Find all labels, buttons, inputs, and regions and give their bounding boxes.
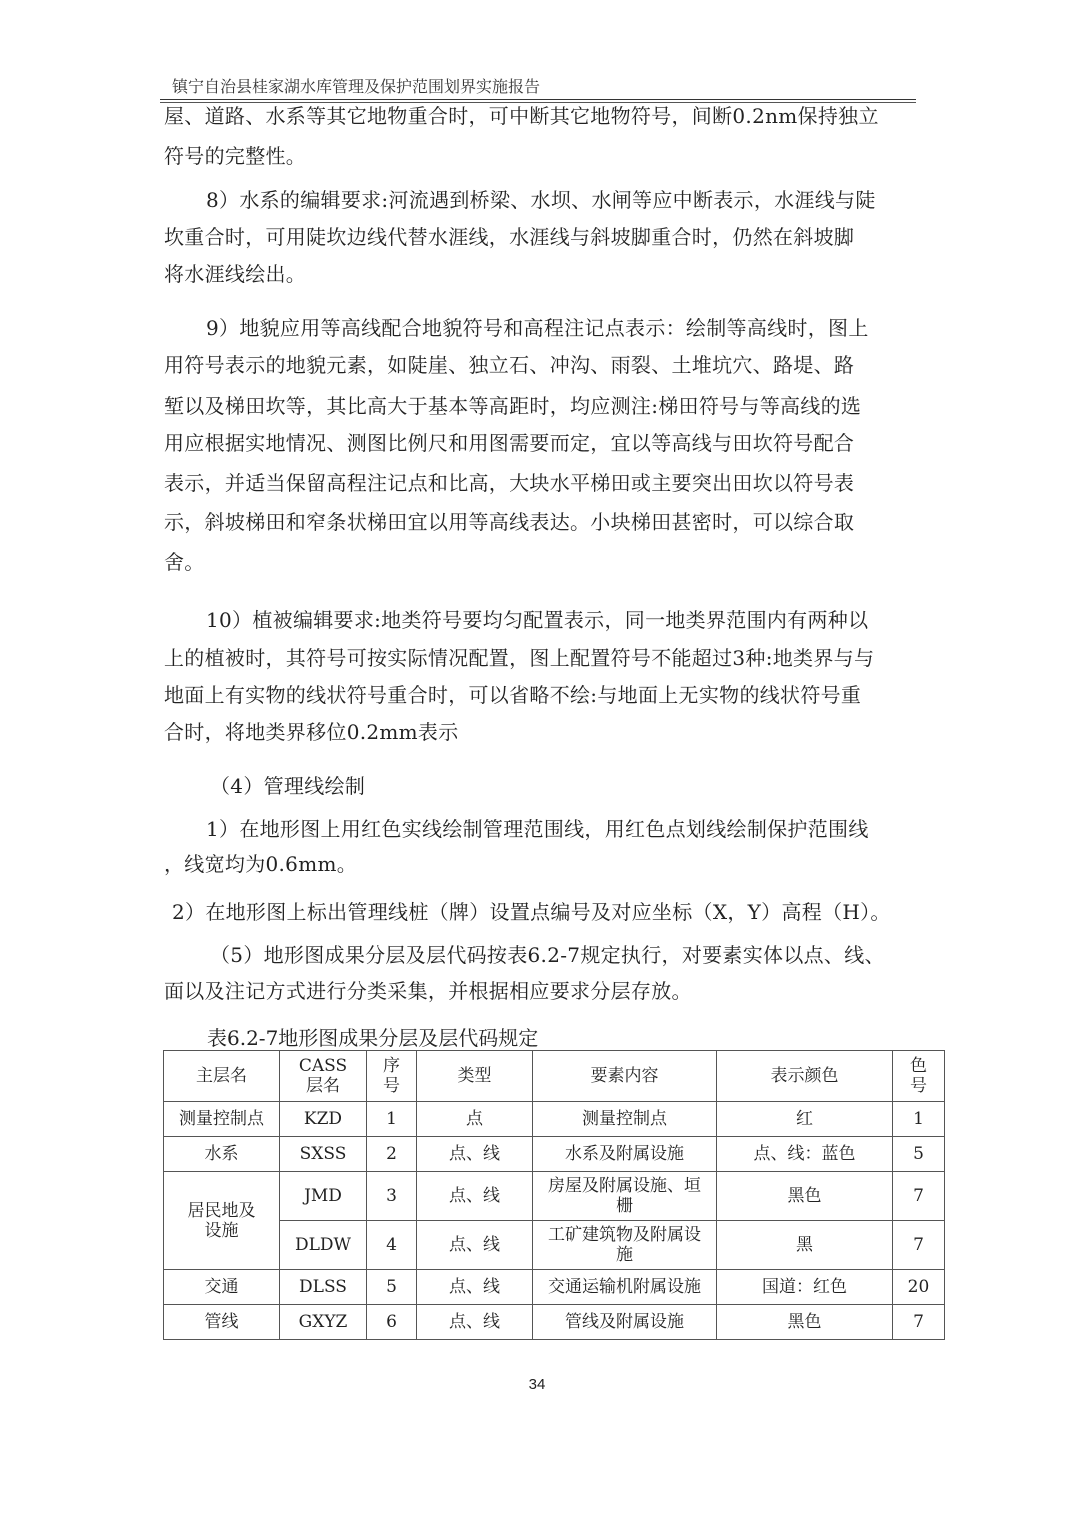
paragraph-line: 上的植被时，其符号可按实际情况配置，图上配置符号不能超过3种:地类界与与 xyxy=(164,646,875,670)
header-color-code: 色 号 xyxy=(893,1051,945,1102)
cell-type: 点 xyxy=(417,1102,533,1137)
paragraph-line: 9）地貌应用等高线配合地貌符号和高程注记点表示：绘制等高线时，图上 xyxy=(206,316,869,340)
header-cass-layer: CASS 层名 xyxy=(280,1051,367,1102)
cell-cass: DLDW xyxy=(280,1221,367,1270)
paragraph-line: 用应根据实地情况、测图比例尺和用图需要而定，宜以等高线与田坎符号配合 xyxy=(164,431,855,455)
paragraph-line: 堑以及梯田坎等，其比高大于基本等高距时，均应测注:梯田符号与等高线的选 xyxy=(164,394,862,418)
cell-main-layer: 水系 xyxy=(164,1137,280,1172)
cell-cass: GXYZ xyxy=(280,1305,367,1340)
table-header-row xyxy=(164,1051,945,1102)
table-row xyxy=(164,1102,945,1137)
cell-seq: 5 xyxy=(367,1270,417,1305)
paragraph-line: 示，斜坡梯田和窄条状梯田宜以用等高线表达。小块梯田甚密时，可以综合取 xyxy=(164,510,855,534)
cell-type: 点、线 xyxy=(417,1172,533,1221)
header-content: 要素内容 xyxy=(533,1051,717,1102)
layer-code-table xyxy=(163,1050,945,1340)
cell-code: 20 xyxy=(893,1270,945,1305)
cell-cass: SXSS xyxy=(280,1137,367,1172)
paragraph-line: 将水涯线绘出。 xyxy=(164,262,307,286)
cell-color: 黑 xyxy=(717,1221,893,1270)
paragraph-line: 舍。 xyxy=(164,550,205,574)
running-header: 镇宁自治县桂家湖水库管理及保护范围划界实施报告 xyxy=(172,77,541,96)
paragraph-line: 用符号表示的地貌元素，如陡崖、独立石、冲沟、雨裂、土堆坑穴、路堤、路 xyxy=(164,353,855,377)
cell-code: 7 xyxy=(893,1172,945,1221)
header-main-layer: 主层名 xyxy=(164,1051,280,1102)
paragraph-line: 8）水系的编辑要求:河流遇到桥梁、水坝、水闸等应中断表示，水涯线与陡 xyxy=(206,188,876,212)
cell-main-layer: 交通 xyxy=(164,1270,280,1305)
cell-code: 7 xyxy=(893,1305,945,1340)
cell-seq: 2 xyxy=(367,1137,417,1172)
paragraph-line: 地面上有实物的线状符号重合时，可以省略不绘:与地面上无实物的线状符号重 xyxy=(164,683,862,707)
cell-color: 黑色 xyxy=(717,1305,893,1340)
cell-main-layer: 测量控制点 xyxy=(164,1102,280,1137)
paragraph-line: 10）植被编辑要求:地类符号要均匀配置表示，同一地类界范围内有两种以 xyxy=(206,608,869,632)
cell-type: 点、线 xyxy=(417,1221,533,1270)
cell-content: 工矿建筑物及附属设 施 xyxy=(533,1221,717,1270)
paragraph-line: 面以及注记方式进行分类采集，并根据相应要求分层存放。 xyxy=(164,979,692,1003)
table-row xyxy=(164,1172,945,1221)
table-row xyxy=(164,1270,945,1305)
paragraph-line: 1）在地形图上用红色实线绘制管理范围线，用红色点划线绘制保护范围线 xyxy=(206,817,869,841)
cell-color: 点、线：蓝色 xyxy=(717,1137,893,1172)
cell-code: 5 xyxy=(893,1137,945,1172)
table-row xyxy=(164,1137,945,1172)
cell-code: 7 xyxy=(893,1221,945,1270)
header-sequence: 序 号 xyxy=(367,1051,417,1102)
cell-main-layer: 管线 xyxy=(164,1305,280,1340)
cell-type: 点、线 xyxy=(417,1137,533,1172)
cell-cass: DLSS xyxy=(280,1270,367,1305)
cell-seq: 3 xyxy=(367,1172,417,1221)
cell-content: 水系及附属设施 xyxy=(533,1137,717,1172)
cell-seq: 4 xyxy=(367,1221,417,1270)
paragraph-line: 合时，将地类界移位0.2mm表示 xyxy=(164,720,459,744)
paragraph-line: 表示，并适当保留高程注记点和比高，大块水平梯田或主要突出田坎以符号表 xyxy=(164,471,855,495)
section-heading: （4）管理线绘制 xyxy=(210,774,366,798)
cell-content: 管线及附属设施 xyxy=(533,1305,717,1340)
paragraph-line: 屋、道路、水系等其它地物重合时，可中断其它地物符号，间断0.2nm保持独立 xyxy=(164,104,879,128)
paragraph-line: （5）地形图成果分层及层代码按表6.2-7规定执行，对要素实体以点、线、 xyxy=(210,943,885,967)
header-color: 表示颜色 xyxy=(717,1051,893,1102)
cell-cass: JMD xyxy=(280,1172,367,1221)
table-row xyxy=(164,1305,945,1340)
cell-seq: 1 xyxy=(367,1102,417,1137)
cell-content: 交通运输机附属设施 xyxy=(533,1270,717,1305)
cell-seq: 6 xyxy=(367,1305,417,1340)
page-number: 34 xyxy=(528,1376,546,1393)
cell-type: 点、线 xyxy=(417,1305,533,1340)
header-rule xyxy=(160,99,916,100)
header-type: 类型 xyxy=(417,1051,533,1102)
paragraph-line: ，线宽均为0.6mm。 xyxy=(164,852,358,876)
cell-content: 测量控制点 xyxy=(533,1102,717,1137)
paragraph-line: 2）在地形图上标出管理线桩（牌）设置点编号及对应坐标（X，Y）高程（H）。 xyxy=(172,900,891,924)
cell-cass: KZD xyxy=(280,1102,367,1137)
paragraph-line: 坎重合时，可用陡坎边线代替水涯线，水涯线与斜坡脚重合时，仍然在斜坡脚 xyxy=(164,225,855,249)
cell-type: 点、线 xyxy=(417,1270,533,1305)
cell-main-layer: 居民地及 设施 xyxy=(164,1172,280,1270)
paragraph-line: 符号的完整性。 xyxy=(164,144,307,168)
cell-color: 红 xyxy=(717,1102,893,1137)
table-row xyxy=(164,1221,945,1270)
cell-content: 房屋及附属设施、垣 栅 xyxy=(533,1172,717,1221)
cell-color: 黑色 xyxy=(717,1172,893,1221)
table-caption: 表6.2-7地形图成果分层及层代码规定 xyxy=(207,1026,539,1050)
cell-code: 1 xyxy=(893,1102,945,1137)
cell-color: 国道：红色 xyxy=(717,1270,893,1305)
